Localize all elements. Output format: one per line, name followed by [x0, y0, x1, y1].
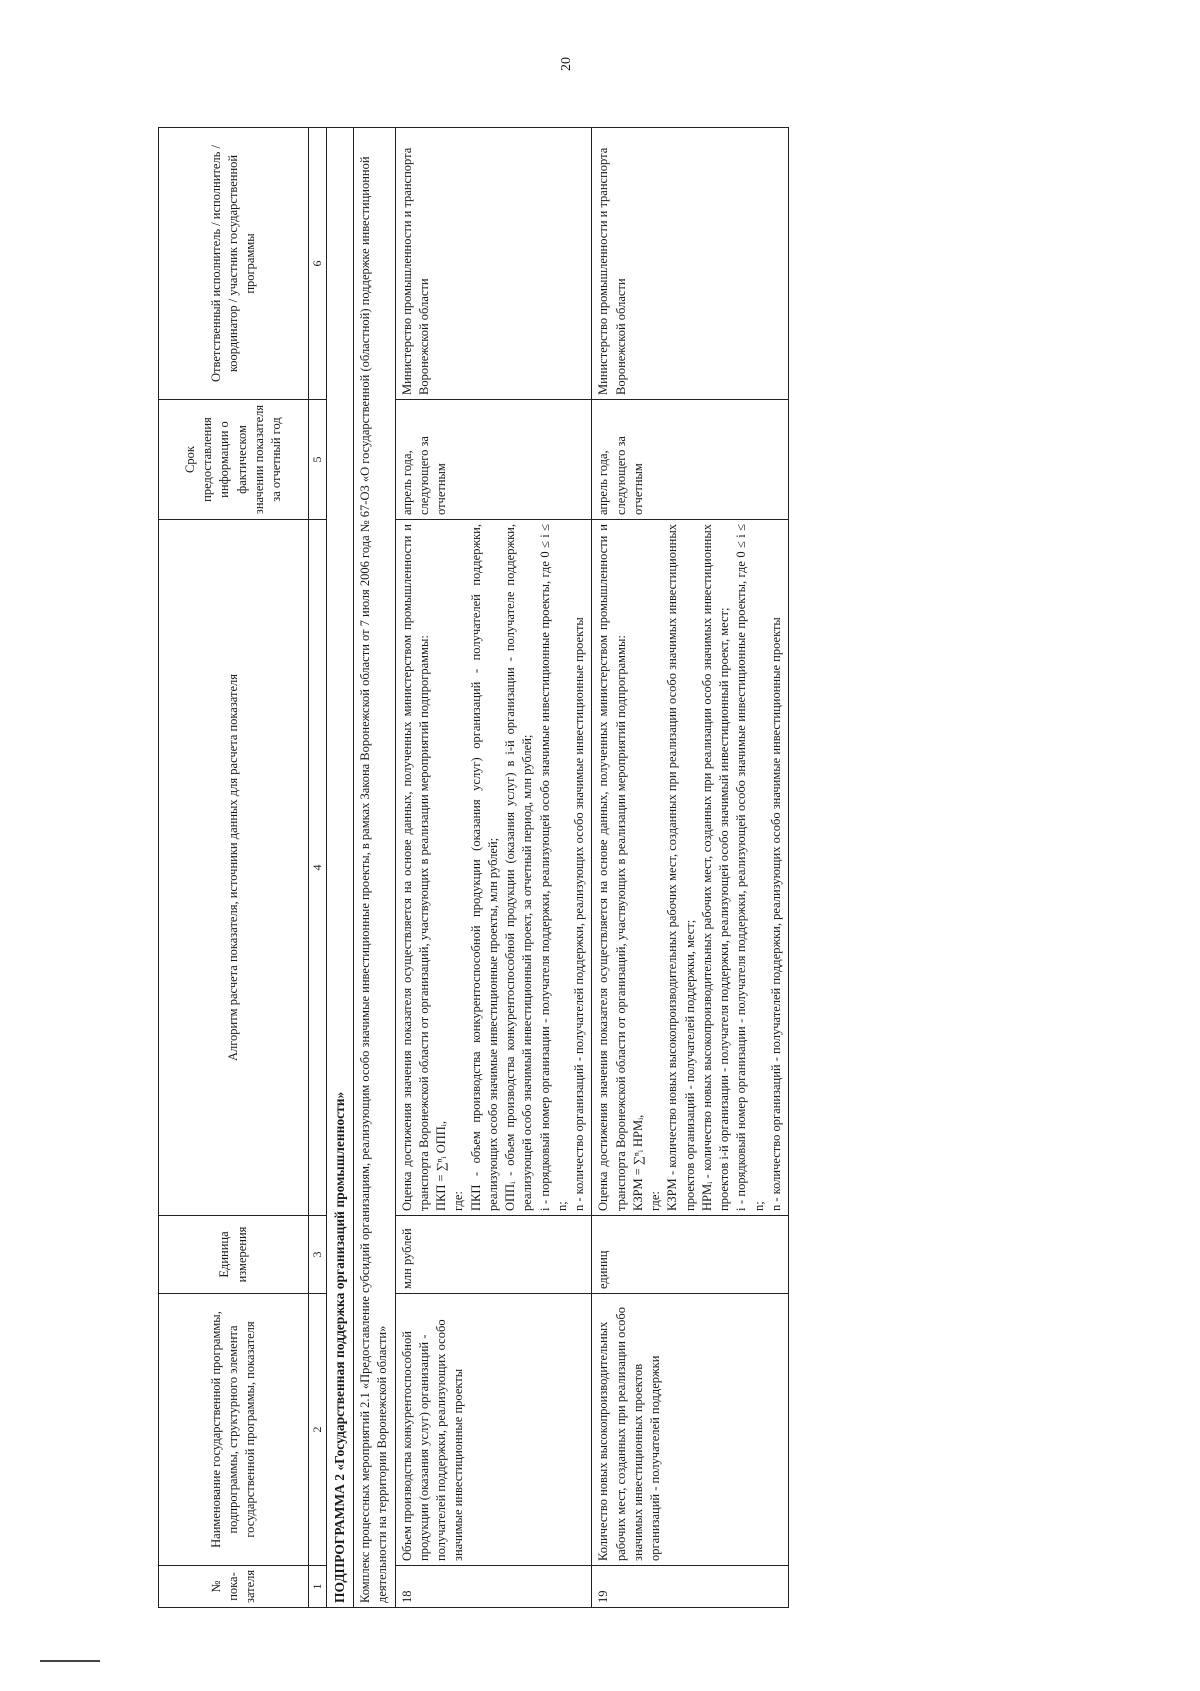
- algorithm-line: Оценка достижения значения показателя осуществляется на основе данных, полученных министерством промышленности и транспорта Воронежской области от организаций, участвующих в реализации мероприятий подпрограммы:: [596, 524, 628, 1211]
- header-unit: Единица измерения: [159, 1216, 309, 1294]
- complex-title: Комплекс процессных мероприятий 2.1 «Предоставление субсидий организациям, реализующим особо значимые инвестиционные проекты, в рамках Закона Воронежской области от 7 июля 2006 года № 67-ОЗ «О государственной (областной) поддержке инвестиционной деятельности на территории Воронежской области»: [354, 128, 396, 1608]
- algorithm-line: где:: [648, 1191, 663, 1211]
- indicator-name: Объем производства конкурентоспособной продукции (оказания услуг) организаций - получателей поддержки, реализующих особо значимые инвестиционные проекты: [395, 1294, 592, 1566]
- col-number: 1: [309, 1566, 327, 1608]
- subprogram-title: ПОДПРОГРАММА 2 «Государственная поддержка организаций промышленности»: [326, 128, 354, 1608]
- algorithm-line: где:: [451, 1191, 466, 1211]
- header-row: [159, 128, 309, 1608]
- indicator-table: [158, 127, 789, 1608]
- col-number: 3: [309, 1216, 327, 1294]
- header-term: Срок предоставления информации о фактическом значении показателя за отчетный год: [159, 400, 309, 520]
- algorithm-line: НРМᵢ - количество новых высокопроизводительных рабочих мест, созданных при реализации особо значимых инвестиционных проектов i-й организации - получателя поддержки, реализующей особо значимый инвестиционный проект, мест;: [699, 524, 732, 1211]
- algorithm-line: ОППᵢ - объем производства конкурентоспособной продукции (оказания услуг) в i-й организации - получателе поддержки, реализующей особо значимый инвестиционный проект, за отчетный период, млн рублей;: [503, 524, 535, 1211]
- indicator-name: Количество новых высокопроизводительных рабочих мест, созданных при реализации особо значимых инвестиционных проектов организаций - получателей поддержки: [592, 1294, 789, 1566]
- page-number: 20: [559, 57, 574, 71]
- table-row: [592, 128, 789, 1608]
- col-number: 4: [309, 520, 327, 1216]
- algorithm-line: Оценка достижения значения показателя осуществляется на основе данных, полученных министерством промышленности и транспорта Воронежской области от организаций, участвующих в реализации мероприятий подпрограммы:: [399, 524, 431, 1211]
- row-number: 18: [395, 1566, 592, 1608]
- indicator-unit: единиц: [592, 1216, 789, 1294]
- indicator-algorithm: [592, 520, 789, 1216]
- algorithm-line: КЗРМ - количество новых высокопроизводительных рабочих мест, созданных при реализации особо значимых инвестиционных проектов организаций - получателей поддержки, мест;: [665, 524, 697, 1211]
- algorithm-line: i - порядковый номер организации - получателя поддержки, реализующей особо значимые инвестиционные проекты, где 0 ≤ i ≤ n;: [537, 524, 569, 1211]
- col-number: 6: [309, 128, 327, 400]
- header-name: Наименование государственной программы, подпрограммы, структурного элемента государственной программы, показателя: [159, 1294, 309, 1566]
- row-number: 19: [592, 1566, 789, 1608]
- indicator-unit: млн рублей: [395, 1216, 592, 1294]
- indicator-responsible: Министерство промышленности и транспорта Воронежской области: [395, 128, 592, 400]
- indicator-algorithm: [395, 520, 592, 1216]
- formula: ПКП = ∑ⁿᵢ ОППᵢ,: [434, 1121, 449, 1211]
- header-num: № пока-зателя: [159, 1566, 309, 1608]
- algorithm-line: i - порядковый номер организации - получателя поддержки, реализующей особо значимые инвестиционные проекты, где 0 ≤ i ≤ n;: [734, 524, 766, 1211]
- indicator-term: апрель года, следующего за отчетным: [592, 400, 789, 520]
- algorithm-line: n - количество организаций - получателей поддержки, реализующих особо значимые инвестиционные проекты: [572, 617, 587, 1211]
- column-number-row: [309, 128, 327, 1608]
- header-algorithm: Алгоритм расчета показателя, источники данных для расчета показателя: [159, 520, 309, 1216]
- subprogram-row: [326, 128, 354, 1608]
- col-number: 5: [309, 400, 327, 520]
- scan-mark: [40, 1660, 100, 1662]
- table-row: [395, 128, 592, 1608]
- algorithm-line: n - количество организаций - получателей поддержки, реализующих особо значимые инвестиционные проекты: [768, 617, 783, 1211]
- algorithm-line: ПКП - объем производства конкурентоспособной продукции (оказания услуг) организаций - получателей поддержки, реализующих особо значимые инвестиционные проекты, млн рублей;: [468, 524, 500, 1211]
- indicator-term: апрель года, следующего за отчетным: [395, 400, 592, 520]
- header-responsible: Ответственный исполнитель / исполнитель / координатор / участник государственной программы: [159, 128, 309, 400]
- indicator-responsible: Министерство промышленности и транспорта Воронежской области: [592, 128, 789, 400]
- formula: КЗРМ = ∑ⁿᵢ НРМᵢ,: [630, 1114, 645, 1211]
- rotated-table-sheet: [158, 128, 1188, 1608]
- complex-row: [354, 128, 396, 1608]
- col-number: 2: [309, 1294, 327, 1566]
